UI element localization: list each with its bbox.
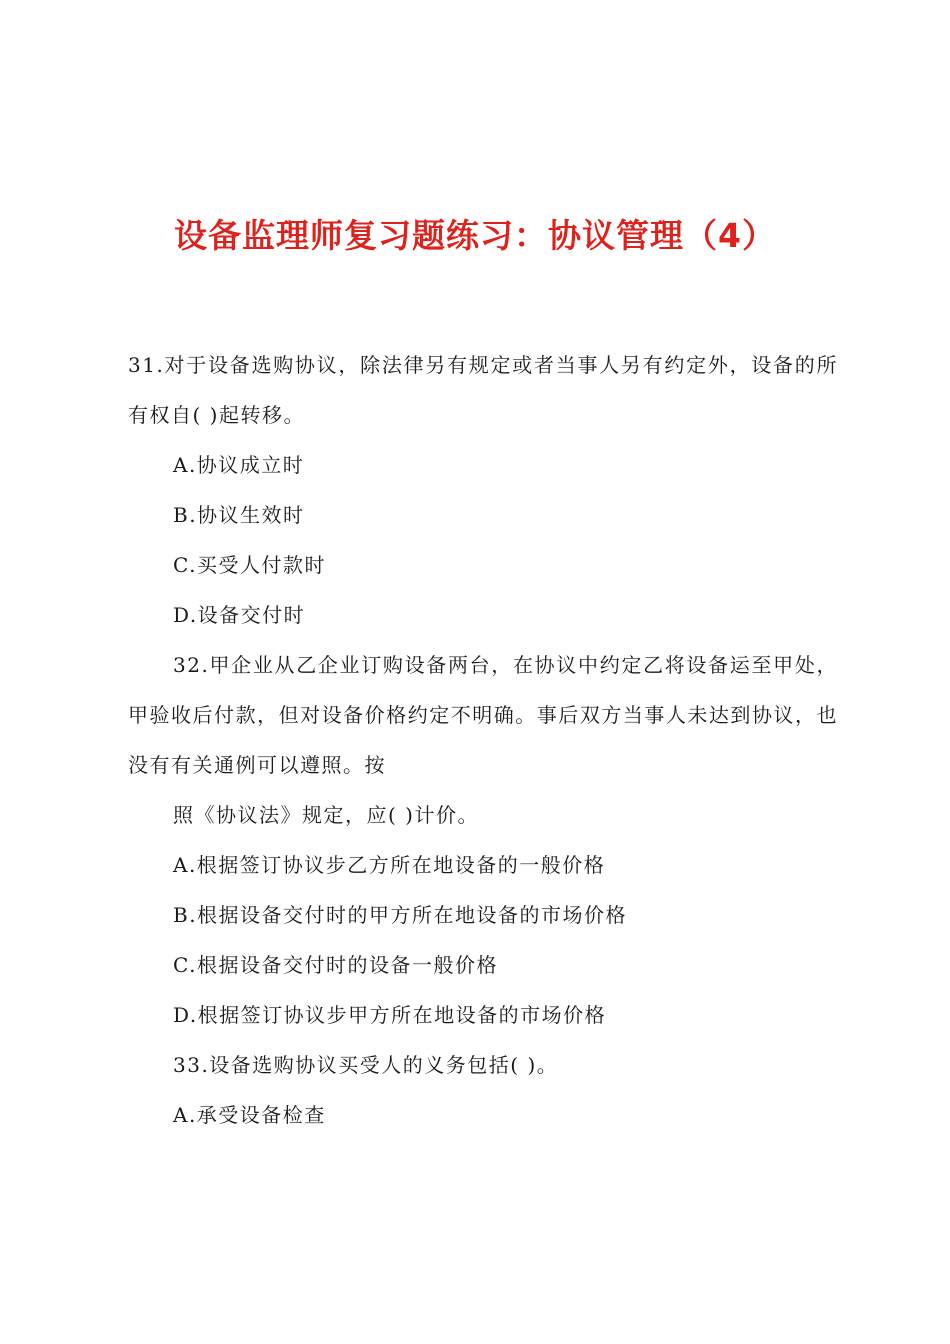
question-31-option-a: A.协议成立时 <box>173 453 305 477</box>
question-31-option-d: D.设备交付时 <box>173 603 306 627</box>
question-33-option-a: A.承受设备检查 <box>173 1103 326 1127</box>
question-31-stem: 31.对于设备选购协议，除法律另有规定或者当事人另有约定外，设备的所有权自( )起转移。 <box>128 353 838 427</box>
question-32-stem-continued: 照《协议法》规定，应( )计价。 <box>173 803 479 827</box>
question-31-option-b: B.协议生效时 <box>173 503 305 527</box>
question-32-option-a: A.根据签订协议步乙方所在地设备的一般价格 <box>173 853 606 877</box>
question-32-option-c: C.根据设备交付时的设备一般价格 <box>173 953 498 977</box>
question-32-option-b: B.根据设备交付时的甲方所在地设备的市场价格 <box>173 903 628 927</box>
document-title: 设备监理师复习题练习：协议管理（4） <box>174 216 776 255</box>
document-body <box>128 340 838 1140</box>
question-32-option-d: D.根据签订协议步甲方所在地设备的市场价格 <box>173 1003 607 1027</box>
question-33-stem: 33.设备选购协议买受人的义务包括( )。 <box>173 1053 559 1077</box>
question-32-stem: 32.甲企业从乙企业订购设备两台，在协议中约定乙将设备运至甲处，甲验收后付款，但对设备价格约定不明确。事后双方当事人未达到协议，也没有有关通例可以遵照。按 <box>128 653 838 777</box>
question-31-option-c: C.买受人付款时 <box>173 553 326 577</box>
